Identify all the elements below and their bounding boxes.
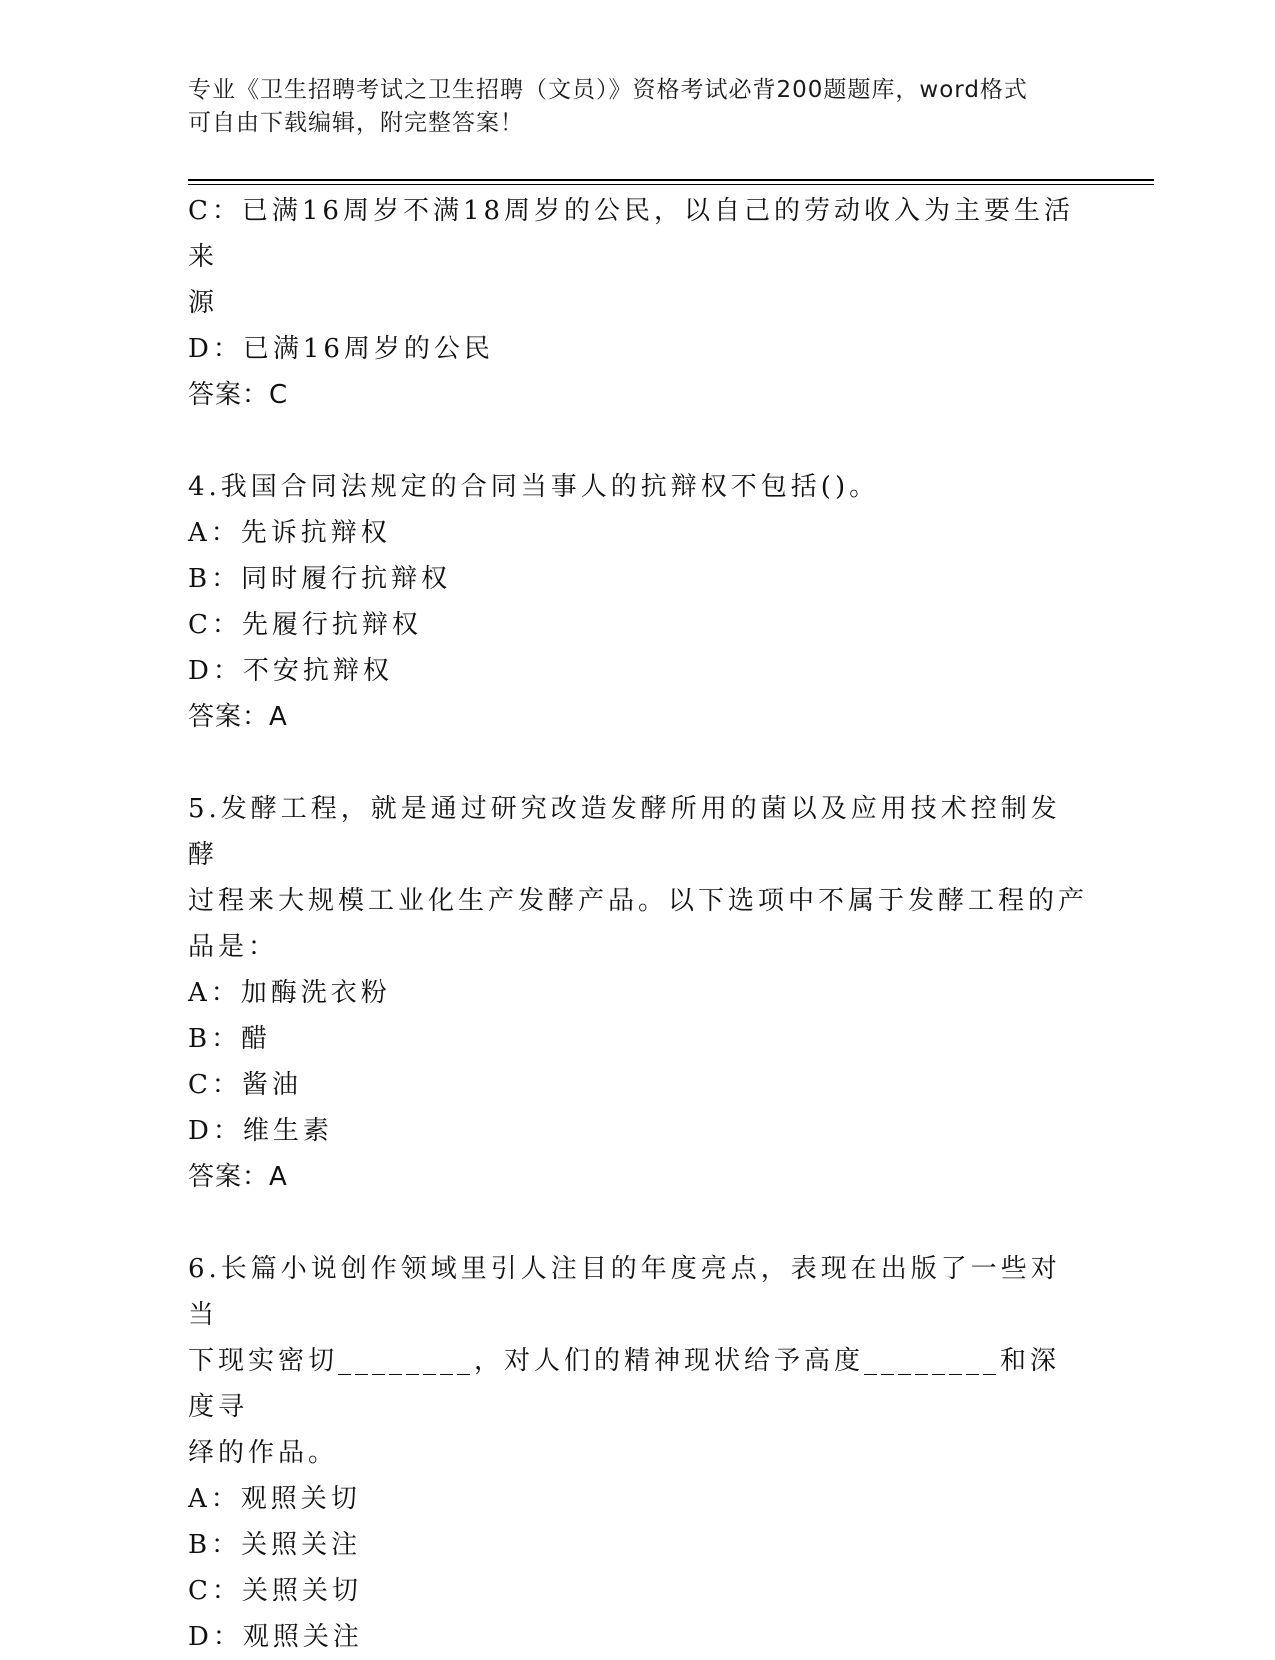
question-stem-line-3: 绎的作品。 (188, 1438, 339, 1468)
option-d: D：不安抗辩权 (188, 656, 393, 686)
question-3-tail (188, 188, 1088, 418)
question-stem-line-3: 品是： (188, 932, 279, 962)
option-b: B：同时履行抗辩权 (188, 564, 452, 594)
option-d: D：观照关注 (188, 1622, 363, 1652)
question-stem-line-2: 过程来大规模工业化生产发酵产品。以下选项中不属于发酵工程的产 (188, 886, 1089, 916)
option-b: B：关照关注 (188, 1530, 362, 1560)
question-4 (188, 464, 1088, 740)
option-d: D：已满16周岁的公民 (188, 334, 494, 364)
question-6 (188, 1246, 1088, 1660)
spacer (188, 418, 1088, 464)
option-a: A：先诉抗辩权 (188, 518, 391, 548)
spacer (188, 740, 1088, 786)
answer: 答案：C (188, 380, 289, 410)
option-c: C：先履行抗辩权 (188, 610, 422, 640)
question-list (188, 188, 1088, 1660)
option-b: B：醋 (188, 1024, 272, 1054)
option-c: C：酱油 (188, 1070, 302, 1100)
question-stem: 4.我国合同法规定的合同当事人的抗辩权不包括()。 (188, 472, 880, 502)
option-c: C：关照关切 (188, 1576, 362, 1606)
option-d: D：维生素 (188, 1116, 333, 1146)
spacer (188, 1200, 1088, 1246)
header-divider-thin (188, 184, 1154, 185)
option-a: A：观照关切 (188, 1484, 361, 1514)
option-c-line-2: 源 (188, 288, 219, 318)
question-stem-line-2: 下现实密切________，对人们的精神现状给予高度________和深度寻 (188, 1346, 1061, 1422)
answer: 答案：A (188, 1162, 288, 1192)
header-divider-thick (188, 179, 1154, 181)
question-stem-line-1: 5.发酵工程，就是通过研究改造发酵所用的菌以及应用技术控制发酵 (188, 794, 1061, 870)
header-title-line-1: 专业《卫生招聘考试之卫生招聘（文员）》资格考试必背200题题库，word格式 (188, 77, 1028, 103)
document-header (188, 74, 1068, 140)
option-c-line-1: C：已满16周岁不满18周岁的公民，以自己的劳动收入为主要生活来 (188, 196, 1075, 272)
question-5 (188, 786, 1088, 1200)
header-title-line-2: 可自由下载编辑，附完整答案！ (188, 110, 524, 136)
answer: 答案：A (188, 702, 288, 732)
option-a: A：加酶洗衣粉 (188, 978, 391, 1008)
question-stem-line-1: 6.长篇小说创作领域里引人注目的年度亮点，表现在出版了一些对当 (188, 1254, 1061, 1330)
